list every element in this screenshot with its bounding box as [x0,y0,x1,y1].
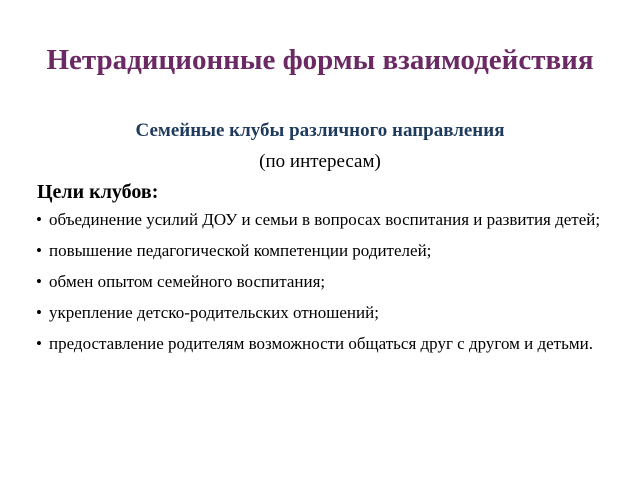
goals-heading: Цели клубов: [37,181,159,203]
goal-text: объединение усилий ДОУ и семьи в вопросах воспитания и развития детей; [49,210,601,229]
slide-title: Нетрадиционные формы взаимодействия [46,44,594,76]
slide-subtitle: Семейные клубы различного направления [135,120,505,141]
goal-item-2 [36,241,606,261]
bullet-icon: • [36,334,42,353]
bullet-icon: • [36,303,42,322]
goal-text: предоставление родителям возможности общаться друг с другом и детьми. [49,334,593,353]
bullet-icon: • [36,241,42,260]
goal-text: обмен опытом семейного воспитания; [49,272,326,291]
goal-item-4 [36,303,606,323]
bullet-icon: • [36,272,42,291]
goal-item-3 [36,272,606,292]
goal-item-5 [36,334,606,354]
goals-list [36,210,606,365]
goal-text: укрепление детско-родительских отношений; [49,303,379,322]
bullet-icon: • [36,210,42,229]
subtitle-note: (по интересам) [259,151,381,172]
goal-text: повышение педагогической компетенции родителей; [49,241,432,260]
goal-item-1 [36,210,606,230]
